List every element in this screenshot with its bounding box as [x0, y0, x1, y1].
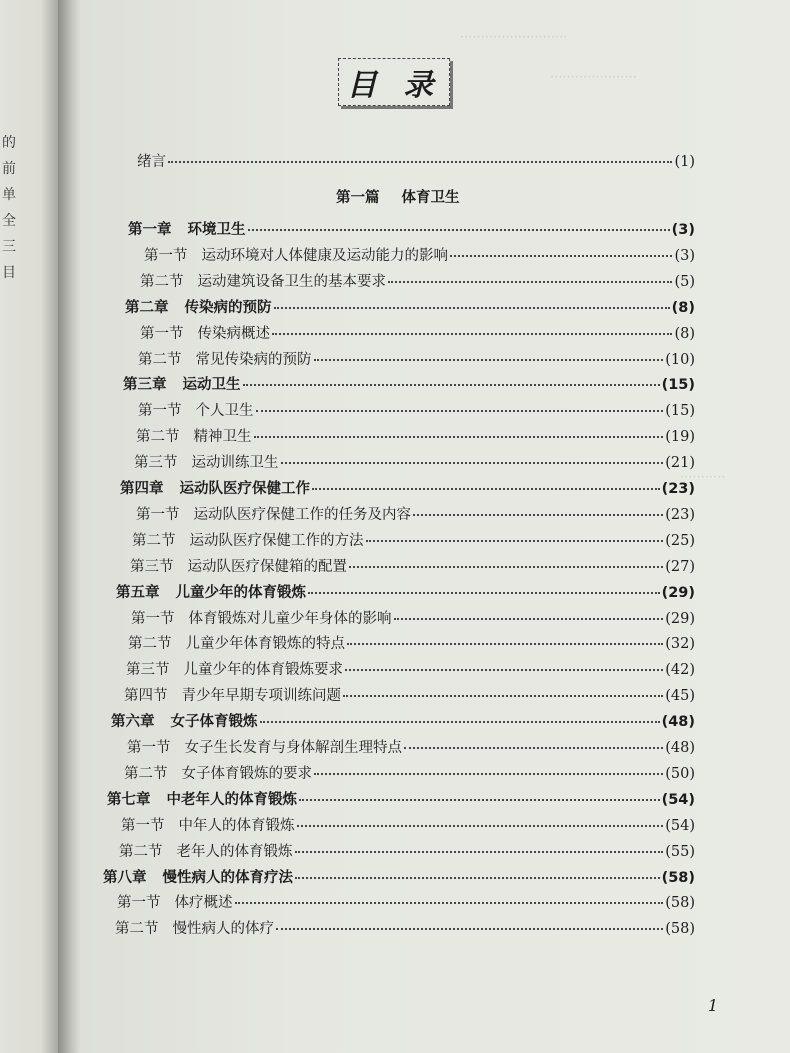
leader-dots [295, 863, 660, 879]
leader-dots [314, 345, 664, 361]
leader-dots [314, 759, 663, 775]
toc-section-number: 第二节 [119, 843, 163, 860]
toc-section-label [124, 684, 341, 705]
toc-section [130, 555, 695, 576]
toc-section-label [134, 451, 279, 472]
toc-section-title: 常见传染病的预防 [195, 351, 312, 368]
toc-section-title: 儿童少年的体育锻炼要求 [183, 662, 343, 679]
toc-section [144, 244, 695, 265]
leader-dots [450, 241, 672, 257]
toc-section [115, 917, 695, 938]
toc-chapter-title: 中老年人的体育锻炼 [166, 791, 297, 808]
page-ref: (23) [661, 481, 695, 497]
toc-section-label [138, 348, 312, 369]
toc-section-number: 第一节 [144, 247, 188, 264]
toc-section-number: 第三节 [134, 455, 178, 472]
toc-chapter-number: 第六章 [111, 714, 155, 731]
part-title: 体育卫生 [401, 190, 460, 206]
toc-chapter-number: 第七章 [107, 791, 151, 808]
toc-section [124, 762, 695, 783]
toc-chapter-number: 第二章 [125, 299, 169, 316]
leader-dots [404, 733, 663, 749]
leader-dots [308, 578, 660, 594]
toc-section-label [140, 322, 270, 343]
toc-section-title: 中年人的体育锻炼 [178, 817, 295, 834]
toc-chapter-label [123, 373, 241, 394]
toc-chapter-title: 传染病的预防 [184, 299, 272, 316]
toc-section-title: 传染病概述 [197, 325, 270, 342]
page-ref: (23) [665, 506, 695, 523]
toc-chapter-label [107, 788, 297, 809]
page-ref: (42) [665, 662, 695, 679]
leader-dots [347, 629, 663, 645]
leader-dots [281, 448, 664, 464]
part-heading [336, 186, 460, 207]
toc-section [127, 736, 695, 757]
leader-dots [394, 604, 664, 620]
leader-dots [345, 655, 663, 671]
leader-dots [243, 370, 660, 386]
toc-chapter-label [120, 477, 310, 498]
toc-section-title: 女子生长发育与身体解剖生理特点 [184, 740, 402, 756]
toc-section [124, 684, 695, 705]
toc-section [138, 348, 695, 369]
leader-dots [272, 319, 672, 335]
toc-section-title: 青少年早期专项训练问题 [181, 688, 341, 705]
toc-section-label [127, 736, 402, 757]
toc-section [140, 322, 695, 343]
toc-section [136, 503, 695, 524]
page-ref: (25) [665, 532, 695, 549]
toc-section-label [119, 840, 293, 861]
toc-section-number: 第一节 [131, 610, 175, 627]
page-ref: (21) [665, 455, 695, 472]
page-ref: (8) [674, 325, 695, 342]
toc-section-title: 体育锻炼对儿童少年身体的影响 [188, 610, 392, 627]
toc-section-number: 第一节 [127, 740, 171, 756]
leader-dots [260, 707, 660, 723]
leader-dots [254, 422, 664, 438]
toc-section-title: 体疗概述 [174, 895, 233, 912]
toc-chapter-number: 第四章 [120, 481, 164, 497]
leader-dots [276, 914, 663, 930]
toc-chapter-title: 慢性病人的体育疗法 [162, 869, 293, 886]
toc-section [126, 658, 695, 679]
page-ref: (5) [674, 273, 695, 290]
toc-chapter [103, 866, 695, 887]
toc-chapter-label [103, 866, 293, 887]
leader-dots [274, 293, 670, 309]
toc-section-number: 第一节 [117, 895, 161, 912]
toc-chapter-title: 运动队医疗保健工作 [179, 481, 310, 497]
toc-chapter-title: 女子体育锻炼 [170, 714, 258, 731]
toc-section-label [117, 891, 233, 912]
page-ref: (15) [665, 403, 695, 420]
leader-dots [256, 396, 664, 412]
toc-section-label [136, 503, 411, 524]
toc-section-title: 精神卫生 [193, 429, 252, 446]
toc-chapter [111, 710, 695, 731]
toc-section-title: 女子体育锻炼的要求 [181, 765, 312, 782]
toc-section [117, 891, 695, 912]
toc-chapter-number: 第三章 [123, 377, 167, 394]
toc-section-number: 第一节 [140, 325, 184, 342]
toc-section-number: 第一节 [138, 403, 182, 420]
toc-chapter [116, 581, 695, 602]
page-ref: (58) [665, 895, 695, 912]
toc-chapter-label [111, 710, 258, 731]
leader-dots [349, 552, 663, 568]
toc-page: ·························· ····················· ··········· 目 录 绪言 (1) 第一篇 体育卫生 第一章 环境卫生 (3) 第一节 运动环境对人体健康及运动能力的影响 (3) 第二节 运动建筑设备卫生的基本要求 (5) 第二章 传染病的预防 (8) 第一节 传染病概述 (8) 第二节 常见传染病的预防 (10) 第三章 运动卫生 (15) 第一节 个人卫生 (15) 第二节 精神卫生 (19) 第三节 运动训练卫生 (21) 第四章 运动队医疗保健工作 (23) 第一节 运动队医疗保健工作的任务及内容 (23) 第二节 运动队医疗保健工作的方法 (25) 第三节 运动队医疗保健箱的配置 (27) 第五章 儿童少年的体育锻炼 (29) 第一节 体育锻炼对儿童少年身体的影响 (29) 第二节 儿童少年体育锻炼的特点 (32) 第三节 儿童少年的体育锻炼要求 (42) 第四节 青少年早期专项训练问题 (45) 第六章 女子体育锻炼 (48) 第一节 女子生长发育与身体解剖生理特点 (48) 第二节 女子体育锻炼的要求 (50) 第七章 中老年人的体育锻炼 (54) 第一节 中年人的体育锻炼 (54) 第二节 老年人的体育锻炼 (55) 第八章 慢性病人的体育疗法 (58) 第一节 体疗概述 (58) 第二节 慢性病人的体疗 (58) 1 [80, 0, 790, 1053]
page-ref: (15) [661, 377, 695, 394]
page-ref: (29) [665, 610, 695, 627]
toc-section-label [136, 425, 252, 446]
page-ref: (55) [665, 843, 695, 860]
page-ref: (58) [661, 869, 695, 886]
facing-page-text: 目 [2, 265, 16, 281]
page-ref: (19) [665, 429, 695, 446]
toc-section-label [144, 244, 448, 265]
page-ref: (27) [665, 558, 695, 575]
leader-dots [413, 500, 663, 516]
toc-section [119, 840, 695, 861]
facing-page-text: 全 [2, 213, 16, 229]
toc-section-number: 第二节 [128, 636, 172, 653]
toc-section-label [128, 632, 345, 653]
toc-section [140, 270, 695, 291]
toc-section-title: 运动队医疗保健工作的任务及内容 [193, 506, 411, 523]
toc-section-title: 运动环境对人体健康及运动能力的影响 [201, 247, 448, 264]
toc-intro-label [137, 150, 166, 171]
toc-section-label [126, 658, 343, 679]
toc-section-number: 第二节 [136, 429, 180, 446]
facing-page-text: 三 [2, 239, 16, 255]
leader-dots [366, 526, 664, 542]
toc-chapter [107, 788, 695, 809]
toc-section-number: 第三节 [126, 662, 170, 679]
leader-dots [248, 215, 670, 231]
toc-section-label [124, 762, 312, 783]
page-ref: (3) [671, 222, 695, 238]
page-ref: (32) [665, 636, 695, 653]
leader-dots [312, 474, 660, 490]
toc-section-number: 第二节 [124, 765, 168, 782]
toc-section-number: 第四节 [124, 688, 168, 705]
facing-page-text: 单 [2, 187, 16, 203]
page-ref: (48) [665, 740, 695, 756]
page-ref: (3) [674, 247, 695, 264]
toc-section-label [138, 399, 254, 420]
toc-section-number: 第二节 [138, 351, 182, 368]
toc-section [132, 529, 695, 550]
toc-section [131, 607, 695, 628]
toc-chapter [128, 218, 695, 239]
toc-section-title: 慢性病人的体疗 [172, 921, 274, 938]
toc-chapter [123, 373, 695, 394]
toc-section-title: 运动队医疗保健工作的方法 [189, 532, 364, 549]
page-ref: (8) [671, 299, 695, 316]
toc-section-label [130, 555, 347, 576]
toc-chapter-title: 运动卫生 [182, 377, 241, 394]
toc-section-title: 老年人的体育锻炼 [176, 843, 293, 860]
leader-dots [297, 811, 664, 827]
toc-section [121, 814, 695, 835]
toc-section-number: 第一节 [136, 506, 180, 523]
facing-page-text: 的 [2, 135, 16, 151]
toc-section-number: 第二节 [132, 532, 176, 549]
page-ref: (50) [665, 765, 695, 782]
leader-dots [299, 785, 660, 801]
toc-section-label [121, 814, 295, 835]
toc-section-number: 第二节 [115, 921, 159, 938]
toc-section [136, 425, 695, 446]
toc-intro [137, 150, 695, 171]
toc-section [138, 399, 695, 420]
toc-chapter-label [116, 581, 306, 602]
toc-chapter [120, 477, 695, 498]
leader-dots [343, 681, 663, 697]
toc-section-label [115, 917, 274, 938]
toc-section-number: 第一节 [121, 817, 165, 834]
leader-dots [295, 837, 664, 853]
toc-chapter-title: 环境卫生 [187, 222, 246, 238]
toc-section-title: 运动建筑设备卫生的基本要求 [197, 273, 386, 290]
toc-intro-title: 绪言 [137, 154, 166, 170]
toc-chapter-number: 第五章 [116, 584, 160, 601]
toc-section-number: 第二节 [140, 273, 184, 290]
page-ref: (58) [665, 921, 695, 938]
page-ref: (45) [665, 688, 695, 705]
toc-section-title: 运动训练卫生 [191, 455, 279, 472]
facing-page-text: 前 [2, 161, 16, 177]
toc-section [134, 451, 695, 472]
toc-section [128, 632, 695, 653]
page-ref: (29) [661, 584, 695, 601]
toc-chapter-label [125, 296, 272, 317]
page-ref: (54) [661, 791, 695, 808]
toc-section-label [132, 529, 364, 550]
toc-section-label [131, 607, 392, 628]
toc-title: 目 录 [338, 58, 450, 106]
page-ref: (54) [665, 817, 695, 834]
facing-page-edge [0, 0, 58, 1053]
part-number: 第一篇 [336, 190, 380, 206]
toc-chapter-label [128, 218, 246, 239]
page-number: 1 [707, 996, 718, 1015]
page-ref: (1) [674, 154, 695, 170]
toc-section-number: 第三节 [130, 558, 174, 575]
toc-section-title: 个人卫生 [195, 403, 254, 420]
book-gutter [58, 0, 80, 1053]
leader-dots [388, 267, 672, 283]
page-ref: (10) [665, 351, 695, 368]
page-ref: (48) [661, 714, 695, 731]
toc-chapter [125, 296, 695, 317]
toc-chapter-number: 第一章 [128, 222, 172, 238]
toc-chapter-number: 第八章 [103, 869, 147, 886]
leader-dots [235, 888, 664, 904]
leader-dots [168, 147, 672, 163]
toc-section-title: 运动队医疗保健箱的配置 [187, 558, 347, 575]
toc-section-label [140, 270, 386, 291]
toc-section-title: 儿童少年体育锻炼的特点 [185, 636, 345, 653]
toc-chapter-title: 儿童少年的体育锻炼 [175, 584, 306, 601]
